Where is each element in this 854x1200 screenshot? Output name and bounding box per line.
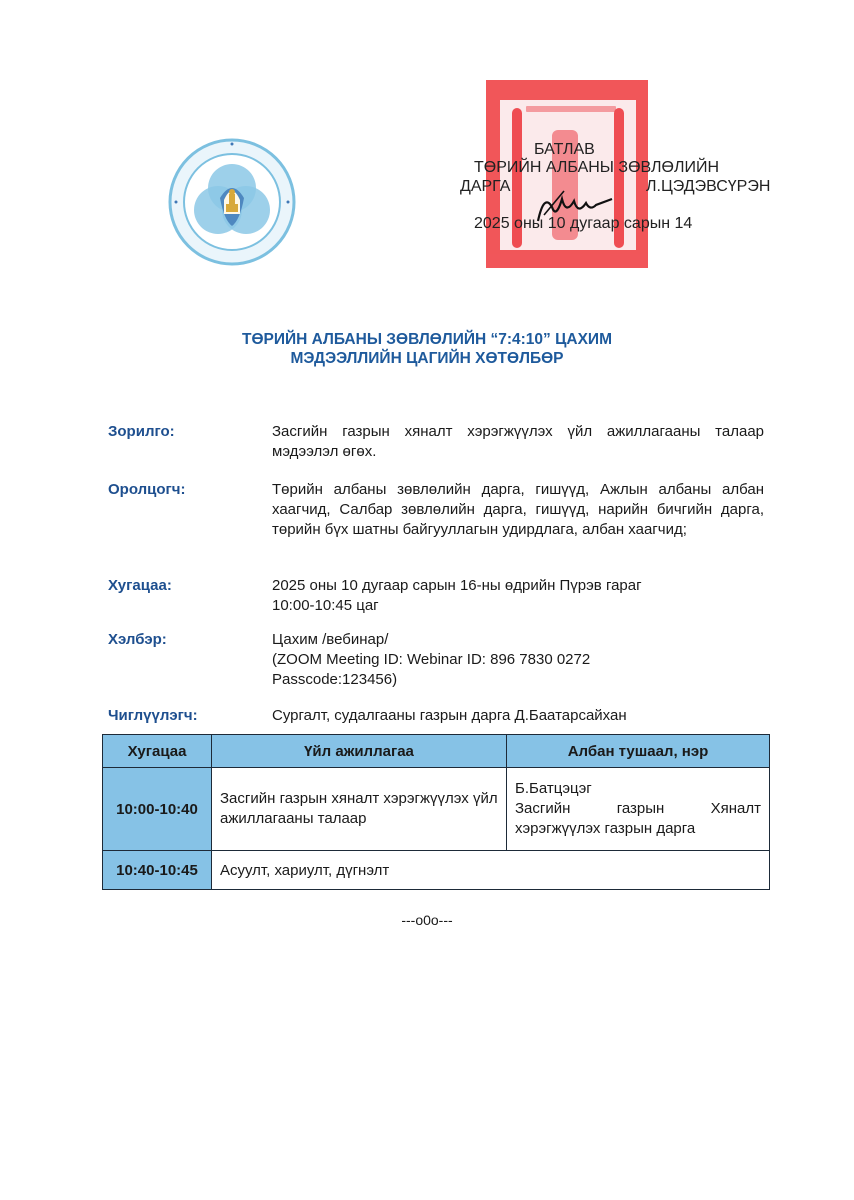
info-label: Хэлбэр: — [108, 631, 167, 648]
table-row — [103, 768, 770, 851]
title-line-2: МЭДЭЭЛЛИЙН ЦАГИЙН ХӨТӨЛБӨР — [290, 350, 564, 367]
page-title — [0, 330, 854, 368]
info-value: Сургалт, судалгааны газрын дарга Д.Баатарсайхан — [272, 707, 627, 724]
column-header-activity: Үйл ажиллагаа — [212, 735, 507, 768]
info-value-line: Цахим /вебинар/ — [272, 631, 389, 648]
title-line-1: ТӨРИЙН АЛБАНЫ ЗӨВЛӨЛИЙН “7:4:10” ЦАХИМ — [241, 331, 612, 348]
cell-person — [507, 768, 770, 851]
zoom-passcode: Passcode:123456) — [272, 671, 398, 688]
info-label: Чиглүүлэгч: — [108, 707, 198, 724]
info-value: Засгийн газрын хяналт хэрэгжүүлэх үйл ажиллагааны талаар мэдээлэл өгөх. — [272, 423, 764, 460]
approval-heading: БАТЛАВ — [534, 141, 595, 158]
cell-time: 10:00-10:40 — [103, 768, 212, 851]
info-label: Оролцогч: — [108, 481, 186, 498]
zoom-meeting-id: (ZOOM Meeting ID: Webinar ID: 896 7830 0272 — [272, 651, 591, 668]
table-row — [103, 851, 770, 890]
approval-signatory: Л.ЦЭДЭВСҮРЭН — [646, 178, 771, 195]
civil-service-council-logo — [168, 138, 296, 266]
approval-organization: ТӨРИЙН АЛБАНЫ ЗӨВЛӨЛИЙН — [474, 159, 719, 176]
person-title-line — [515, 799, 761, 819]
info-label: Зорилго: — [108, 423, 175, 440]
person-title-word: газрын — [616, 800, 665, 817]
info-value — [272, 630, 764, 690]
info-value-line: 10:00-10:45 цаг — [272, 597, 379, 614]
info-value — [272, 576, 764, 616]
person-title-word: Хяналт — [710, 800, 761, 817]
column-header-time: Хугацаа — [103, 735, 212, 768]
table-header-row — [103, 735, 770, 768]
signature-icon — [534, 185, 614, 227]
civil-service-council-emblem-icon — [168, 138, 296, 266]
info-label: Хугацаа: — [108, 577, 172, 594]
info-value-line: 2025 оны 10 дугаар сарын 16-ны өдрийн Пүрэв гараг — [272, 577, 642, 594]
person-title-word: Засгийн — [515, 800, 571, 817]
person-title-line: хэрэгжүүлэх газрын дарга — [515, 820, 696, 837]
end-of-document-mark: ---o0o--- — [401, 912, 453, 928]
cell-time: 10:40-10:45 — [103, 851, 212, 890]
stamp-text-band — [526, 106, 616, 112]
cell-activity: Асуулт, хариулт, дүгнэлт — [212, 851, 770, 890]
approval-date: 2025 оны 10 дугаар сарын 14 — [474, 215, 693, 232]
column-header-person: Албан тушаал, нэр — [507, 735, 770, 768]
approval-position: ДАРГА — [460, 178, 511, 195]
info-value: Төрийн албаны зөвлөлийн дарга, гишүүд, Ажлын албаны албан хаагчид, Салбар зөвлөлийн дарга, гишүүд, нарийн бичгийн дарга, төрийн бүх шатны байгууллагын удирдлага, албан хаагчид; — [272, 481, 764, 538]
schedule-table — [102, 734, 770, 890]
person-name: Б.Батцэцэг — [515, 780, 592, 797]
cell-activity: Засгийн газрын хяналт хэрэгжүүлэх үйл ажиллагааны талаар — [212, 768, 507, 851]
